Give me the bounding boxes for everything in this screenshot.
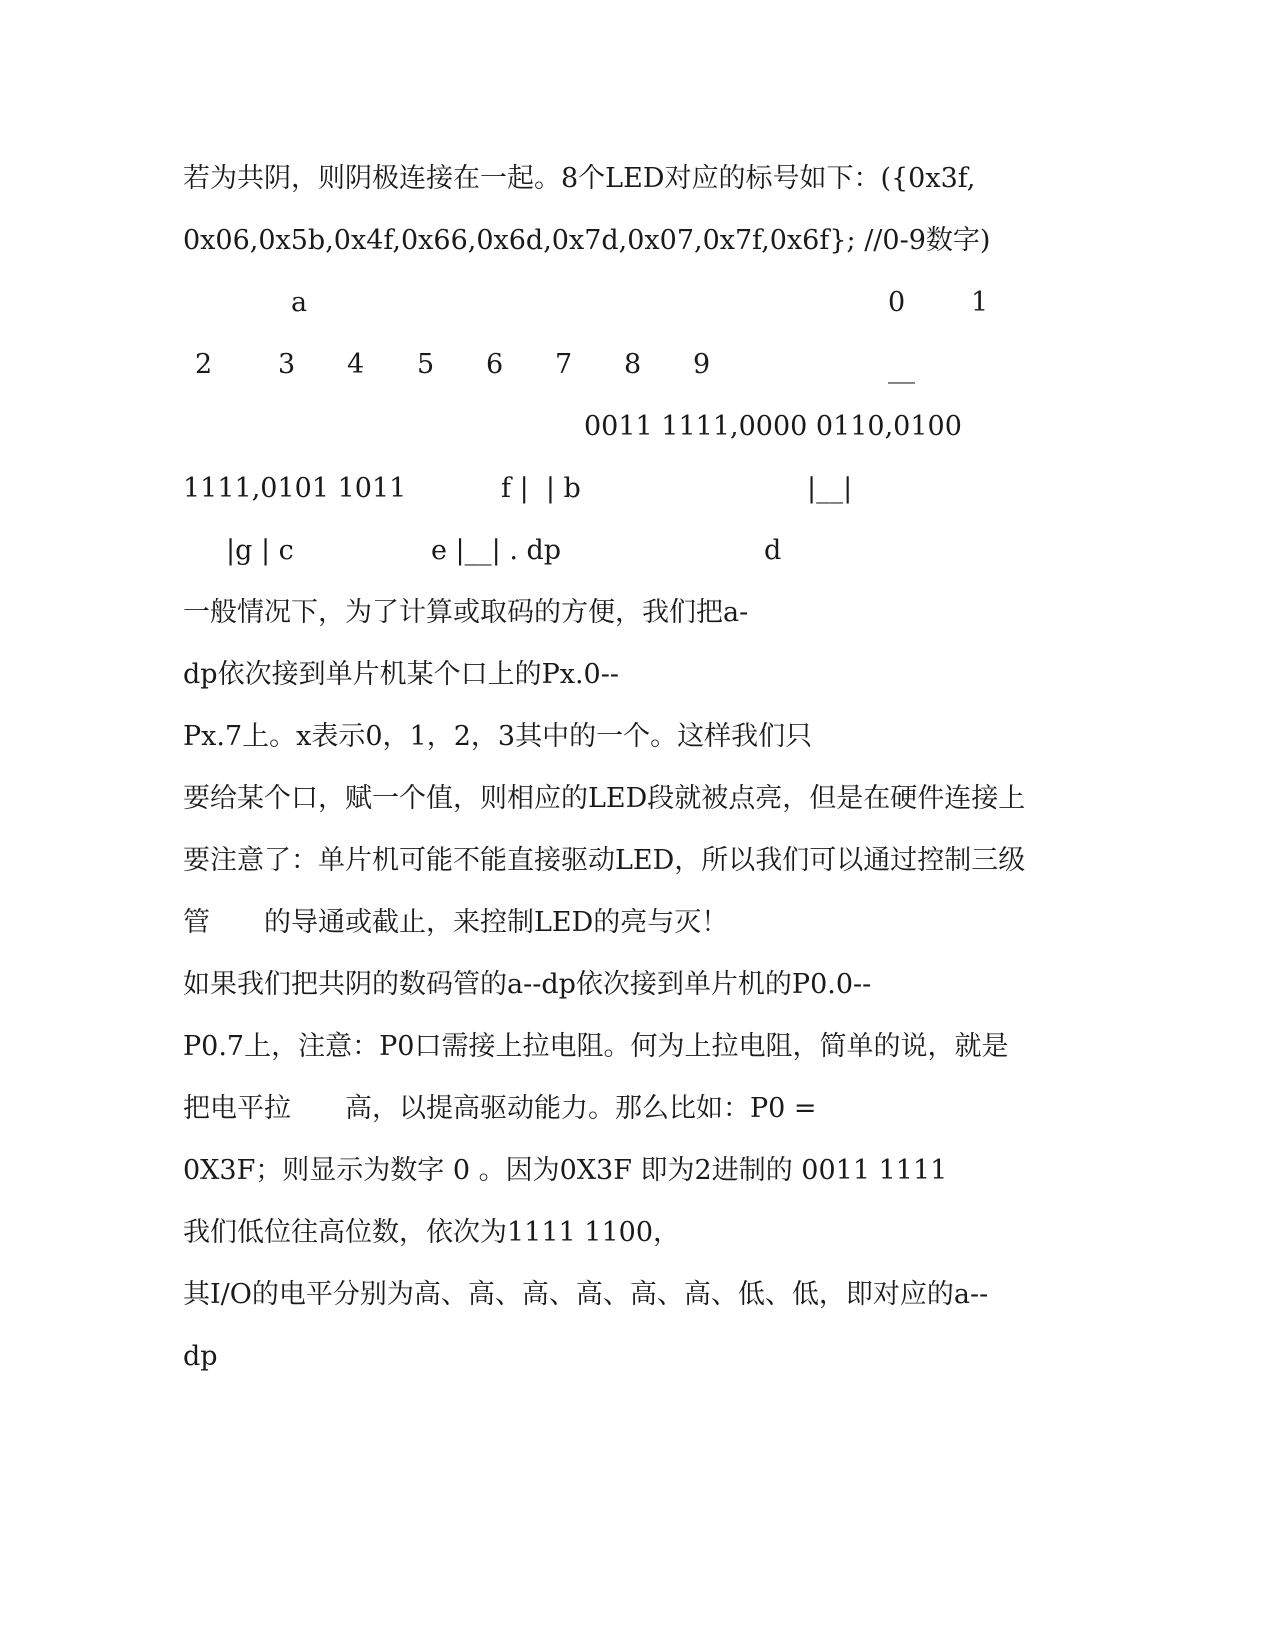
text-line-4: dp依次接到单片机某个口上的Px.0-- (183, 659, 619, 690)
digit-label-4: 4 (347, 349, 365, 380)
binary-codes-row-2: 1111,0101 1011 (183, 473, 407, 504)
text-line-5: Px.7上。x表示0，1，2，3其中的一个。这样我们只 (183, 721, 813, 752)
text-line-14: 其I/O的电平分别为高、高、高、高、高、高、低、低，即对应的a-- (183, 1279, 989, 1310)
segment-label-e-dp: e |__| . dp (431, 535, 562, 566)
segment-label-a: a (291, 287, 308, 318)
segment-box-bottom: |__| (807, 473, 853, 504)
digit-label-2: 2 (195, 349, 213, 380)
digit-label-1: 1 (971, 287, 989, 318)
digit-label-6: 6 (486, 349, 504, 380)
text-line-12: 0X3F；则显示为数字 0 。因为0X3F 即为2进制的 0011 1111 (183, 1155, 948, 1186)
text-line-15: dp (183, 1341, 218, 1372)
text-line-11: 把电平拉 高，以提高驱动能力。那么比如：P0 = (183, 1093, 817, 1124)
segment-label-d: d (764, 535, 782, 566)
segment-label-f-b: f | | b (501, 473, 581, 504)
segment-top-bar: __ (888, 353, 915, 384)
segment-label-g-c: |g | c (226, 535, 294, 566)
digit-label-7: 7 (555, 349, 573, 380)
digit-label-8: 8 (624, 349, 642, 380)
digit-label-0: 0 (888, 287, 906, 318)
text-line-8: 管 的导通或截止，来控制LED的亮与灭！ (183, 907, 729, 938)
text-line-6: 要给某个口，赋一个值，则相应的LED段就被点亮，但是在硬件连接上 (183, 783, 1026, 814)
text-line-3: 一般情况下，为了计算或取码的方便，我们把a- (183, 597, 749, 628)
digit-label-3: 3 (278, 349, 296, 380)
binary-codes-row-1: 0011 1111,0000 0110,0100 (584, 411, 962, 442)
text-line-10: P0.7上，注意：P0口需接上拉电阻。何为上拉电阻，简单的说，就是 (183, 1031, 1009, 1062)
digit-label-9: 9 (693, 349, 711, 380)
digit-label-5: 5 (417, 349, 435, 380)
text-line-2: 0x06,0x5b,0x4f,0x66,0x6d,0x7d,0x07,0x7f,0x6f}; //0-9数字) (183, 225, 991, 256)
text-line-7: 要注意了：单片机可能不能直接驱动LED，所以我们可以通过控制三级 (183, 845, 1026, 876)
text-line-9: 如果我们把共阴的数码管的a--dp依次接到单片机的P0.0-- (183, 969, 872, 1000)
text-line-1: 若为共阴，则阴极连接在一起。8个LED对应的标号如下：({0x3f, (183, 163, 976, 194)
text-line-13: 我们低位往高位数，依次为1111 1100， (183, 1217, 681, 1248)
